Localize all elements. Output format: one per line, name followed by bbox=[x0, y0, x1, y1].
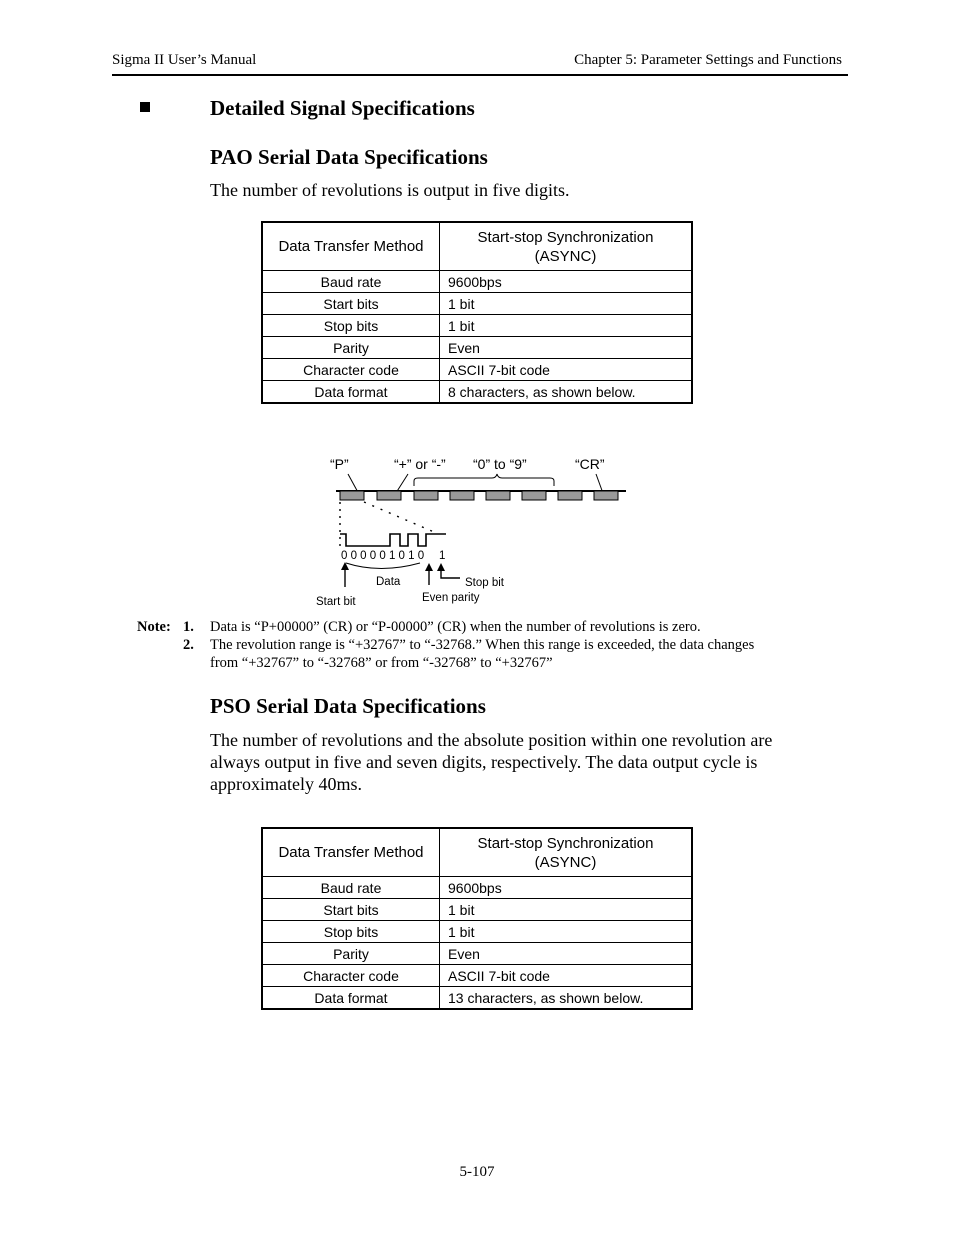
row-label: Data format bbox=[262, 987, 440, 1010]
square-bullet-icon bbox=[140, 102, 150, 112]
pao-intro: The number of revolutions is output in five digits. bbox=[210, 180, 570, 200]
label-start-bit: Start bit bbox=[316, 596, 356, 608]
char-block-1 bbox=[340, 491, 364, 500]
row-label: Baud rate bbox=[262, 877, 440, 899]
table-header-row bbox=[262, 828, 692, 877]
table-row bbox=[262, 293, 692, 315]
char-block-3 bbox=[414, 491, 438, 500]
row-value: ASCII 7-bit code bbox=[440, 359, 693, 381]
table-row bbox=[262, 315, 692, 337]
label-digits: “0” to “9” bbox=[473, 456, 527, 472]
head-label: Data Transfer Method bbox=[262, 222, 440, 271]
label-even-parity: Even parity bbox=[422, 592, 480, 604]
note-2-line1: The revolution range is “+32767” to “-32768.” When this range is exceeded, the data changes bbox=[210, 637, 755, 653]
note-2-line2: from “+32767” to “-32768” or from “-32768” to “+32767” bbox=[210, 655, 553, 671]
row-value: 1 bit bbox=[440, 315, 693, 337]
table-row bbox=[262, 965, 692, 987]
table-row bbox=[262, 943, 692, 965]
label-cr: “CR” bbox=[575, 456, 605, 472]
digits-brace bbox=[414, 474, 554, 486]
pso-title: PSO Serial Data Specifications bbox=[210, 694, 486, 718]
head-value-line1: Start-stop Synchronization bbox=[477, 228, 654, 246]
head-label: Data Transfer Method bbox=[262, 828, 440, 877]
header-rule bbox=[112, 74, 848, 76]
section-title: Detailed Signal Specifications bbox=[210, 96, 475, 120]
char-block-6 bbox=[522, 491, 546, 500]
page-number: 5-107 bbox=[459, 1164, 495, 1180]
note-2-number: 2. bbox=[183, 637, 194, 653]
stop-bit-arrow-head-icon bbox=[437, 563, 445, 571]
data-brace bbox=[346, 563, 420, 569]
row-value: Even bbox=[440, 337, 693, 359]
row-label: Parity bbox=[262, 337, 440, 359]
row-value: 9600bps bbox=[440, 877, 693, 899]
table-row bbox=[262, 987, 692, 1010]
header-right: Chapter 5: Parameter Settings and Functions bbox=[574, 52, 842, 68]
label-data: Data bbox=[376, 576, 401, 588]
head-value-line2: (ASYNC) bbox=[534, 247, 597, 265]
row-label: Stop bits bbox=[262, 315, 440, 337]
label-stop-bit: Stop bit bbox=[465, 577, 504, 589]
table-row bbox=[262, 337, 692, 359]
pso-intro-line2: always output in five and seven digits, respectively. The data output cycle is bbox=[210, 752, 758, 772]
row-label: Character code bbox=[262, 359, 440, 381]
table-row bbox=[262, 899, 692, 921]
table-row bbox=[262, 271, 692, 293]
row-value: 9600bps bbox=[440, 271, 693, 293]
row-value: Even bbox=[440, 943, 693, 965]
bit-last: 1 bbox=[439, 550, 446, 562]
table-row bbox=[262, 877, 692, 899]
pso-intro-line1: The number of revolutions and the absolute position within one revolution are bbox=[210, 730, 773, 750]
row-value: 13 characters, as shown below. bbox=[440, 987, 693, 1010]
row-label: Character code bbox=[262, 965, 440, 987]
bit-values: 0 0 0 0 0 1 0 1 0 bbox=[341, 550, 425, 562]
char-block-2 bbox=[377, 491, 401, 500]
row-label: Start bits bbox=[262, 293, 440, 315]
pao-title: PAO Serial Data Specifications bbox=[210, 145, 488, 169]
row-value: 1 bit bbox=[440, 293, 693, 315]
row-value: 1 bit bbox=[440, 899, 693, 921]
pso-intro-line3: approximately 40ms. bbox=[210, 774, 362, 794]
char-block-7 bbox=[558, 491, 582, 500]
head-value bbox=[440, 828, 693, 877]
note-1-number: 1. bbox=[183, 619, 194, 635]
row-label: Start bits bbox=[262, 899, 440, 921]
char-block-4 bbox=[450, 491, 474, 500]
char-block-8 bbox=[594, 491, 618, 500]
pso-spec-table bbox=[261, 827, 693, 1010]
table-row bbox=[262, 359, 692, 381]
row-label: Data format bbox=[262, 381, 440, 404]
label-sign: “+” or “-” bbox=[394, 456, 446, 472]
char-block-5 bbox=[486, 491, 510, 500]
row-label: Baud rate bbox=[262, 271, 440, 293]
zoom-line-right bbox=[364, 502, 434, 532]
parity-arrow-head-icon bbox=[425, 563, 433, 571]
head-value-line1: Start-stop Synchronization bbox=[477, 834, 654, 852]
row-value: 8 characters, as shown below. bbox=[440, 381, 693, 404]
row-label: Stop bits bbox=[262, 921, 440, 943]
serial-frame-diagram bbox=[310, 450, 640, 610]
note-label: Note: bbox=[137, 619, 171, 635]
table-header-row bbox=[262, 222, 692, 271]
bit-waveform bbox=[340, 534, 446, 546]
head-value bbox=[440, 222, 693, 271]
pao-spec-table bbox=[261, 221, 693, 404]
label-p: “P” bbox=[330, 456, 349, 472]
table-row bbox=[262, 381, 692, 404]
header-left: Sigma II User’s Manual bbox=[112, 52, 257, 68]
row-value: ASCII 7-bit code bbox=[440, 965, 693, 987]
row-label: Parity bbox=[262, 943, 440, 965]
head-value-line2: (ASYNC) bbox=[534, 853, 597, 871]
row-value: 1 bit bbox=[440, 921, 693, 943]
note-1-text: Data is “P+00000” (CR) or “P-00000” (CR) when the number of revolutions is zero. bbox=[210, 619, 701, 635]
table-row bbox=[262, 921, 692, 943]
